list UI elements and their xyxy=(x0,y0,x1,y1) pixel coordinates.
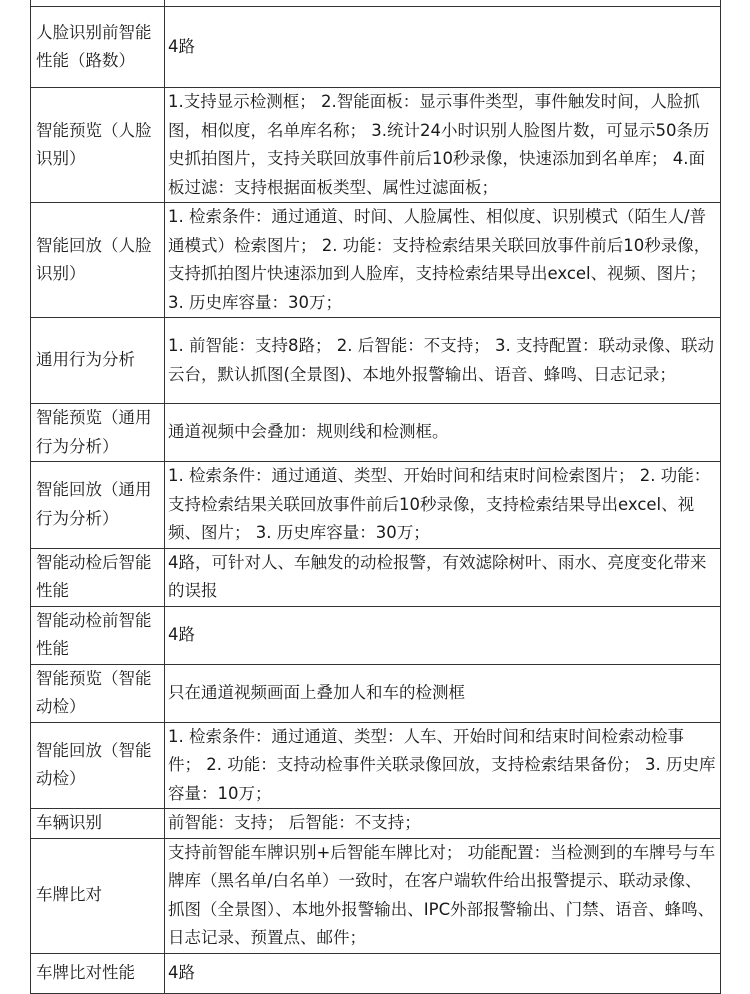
row-value: 前智能：支持； 后智能：不支持； xyxy=(165,809,721,839)
table-row xyxy=(31,809,721,839)
row-label: 智能预览（通用行为分析） xyxy=(31,404,165,462)
spec-table xyxy=(30,0,721,994)
table-row xyxy=(31,722,721,809)
table-row xyxy=(31,404,721,462)
table-row xyxy=(31,606,721,664)
table-row xyxy=(31,664,721,722)
row-label: 智能回放（通用行为分析） xyxy=(31,462,165,549)
row-value: 1. 前智能：支持8路； 2. 后智能：不支持； 3. 支持配置：联动录像、联动云台，默认抓图(全景图)、本地外报警输出、语音、蜂鸣、日志记录； xyxy=(165,318,721,404)
row-value: 4路，可针对人、车触发的动检报警，有效滤除树叶、雨水、亮度变化带来的误报 xyxy=(165,548,721,606)
row-value: 4路 xyxy=(165,606,721,664)
table-row xyxy=(31,838,721,953)
table-row xyxy=(31,7,721,88)
row-value: 1. 检索条件：通过通道、时间、人脸属性、相似度、识别模式（陌生人/普通模式）检索图片； 2. 功能：支持检索结果关联回放事件前后10秒录像，支持抓拍图片快速添加到人脸库，支持检索结果导出excel、视频、图片； 3. 历史库容量：30万； xyxy=(165,203,721,318)
row-value: 1. 检索条件：通过通道、类型、开始时间和结束时间检索图片； 2. 功能：支持检索结果关联回放事件前后10秒录像，支持检索结果导出excel、视频、图片； 3. 历史库容量：30万； xyxy=(165,462,721,549)
row-label: 智能动检后智能性能 xyxy=(31,548,165,606)
row-label: 智能回放（人脸识别） xyxy=(31,203,165,318)
row-label: 人脸识别前智能性能（路数） xyxy=(31,7,165,88)
row-value: 支持前智能车牌识别+后智能车牌比对； 功能配置：当检测到的车牌号与车牌库（黑名单/白名单）一致时，在客户端软件给出报警提示、联动录像、抓图（全景图）、本地外报警输出、IPC外部报警输出、门禁、语音、蜂鸣、日志记录、预置点、邮件； xyxy=(165,838,721,953)
row-value: 只在通道视频画面上叠加人和车的检测框 xyxy=(165,664,721,722)
row-label: 车牌比对 xyxy=(31,838,165,953)
row-label: 车牌比对性能 xyxy=(31,953,165,993)
row-label: 智能回放（智能动检） xyxy=(31,722,165,809)
table-row xyxy=(31,953,721,993)
row-label: 智能动检前智能性能 xyxy=(31,606,165,664)
row-label: 通用行为分析 xyxy=(31,318,165,404)
row-value: 通道视频中会叠加：规则线和检测框。 xyxy=(165,404,721,462)
row-label: 车辆识别 xyxy=(31,809,165,839)
row-value: 4路 xyxy=(165,953,721,993)
table-row xyxy=(31,548,721,606)
row-label: 智能预览（智能动检） xyxy=(31,664,165,722)
table-row xyxy=(31,462,721,549)
row-value: 4路 xyxy=(165,7,721,88)
table-row xyxy=(31,203,721,318)
row-value: 1. 检索条件：通过通道、类型：人车、开始时间和结束时间检索动检事件； 2. 功能：支持动检事件关联录像回放，支持检索结果备份； 3. 历史库容量：10万； xyxy=(165,722,721,809)
row-label: 智能预览（人脸识别） xyxy=(31,88,165,203)
table-row xyxy=(31,88,721,203)
table-row xyxy=(31,318,721,404)
row-value: 1.支持显示检测框； 2.智能面板：显示事件类型，事件触发时间，人脸抓图，相似度，名单库名称； 3.统计24小时识别人脸图片数，可显示50条历史抓拍图片，支持关联回放事件前后10秒录像，快速添加到名单库； 4.面板过滤：支持根据面板类型、属性过滤面板； xyxy=(165,88,721,203)
